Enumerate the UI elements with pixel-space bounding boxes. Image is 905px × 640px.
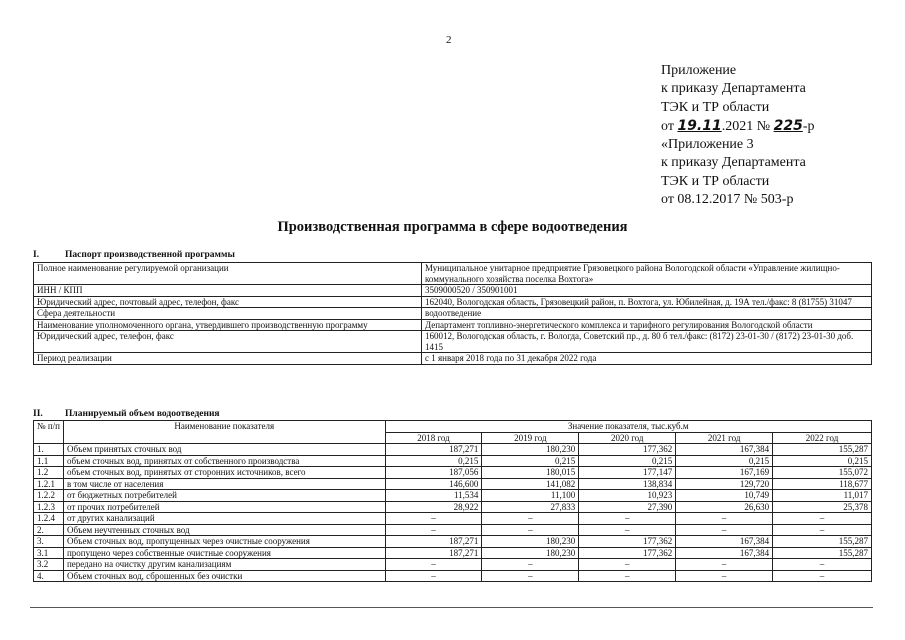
row-number: 1. — [34, 444, 64, 456]
row-value: 11,100 — [482, 490, 579, 502]
appendix-line: ТЭК и ТР области — [661, 173, 770, 189]
row-number: 1.2 — [34, 467, 64, 479]
table-row — [34, 547, 872, 559]
appendix-line: ТЭК и ТР области — [661, 99, 770, 115]
passport-row — [34, 296, 872, 308]
row-value: 129,720 — [676, 478, 773, 490]
passport-label: Полное наименование регулируемой организации — [34, 263, 422, 285]
row-value: 11,534 — [385, 490, 482, 502]
row-name: передано на очистку другим канализациям — [63, 559, 385, 571]
year-header: 2019 год — [482, 432, 579, 444]
table-row — [34, 444, 872, 456]
appendix-date-prefix: от — [661, 118, 674, 134]
table-row — [34, 455, 872, 467]
section2-heading — [33, 409, 220, 419]
row-name: пропущено через собственные очистные сооружения — [63, 547, 385, 559]
row-value: 155,287 — [773, 444, 872, 456]
row-name: в том числе от населения — [63, 478, 385, 490]
row-value: – — [676, 524, 773, 536]
row-value: 167,384 — [676, 444, 773, 456]
row-number: 1.2.4 — [34, 513, 64, 525]
column-header-name: Наименование показателя — [63, 421, 385, 444]
row-number: 4. — [34, 570, 64, 582]
row-value: 11,017 — [773, 490, 872, 502]
footer-divider — [30, 607, 873, 608]
year-header: 2021 год — [676, 432, 773, 444]
row-value: – — [482, 570, 579, 582]
section2-title: Планируемый объем водоотведения — [65, 409, 220, 419]
column-header-number: № п/п — [34, 421, 64, 444]
year-header: 2020 год — [579, 432, 676, 444]
row-value: 177,362 — [579, 547, 676, 559]
row-value: 187,056 — [385, 467, 482, 479]
row-value: 187,271 — [385, 444, 482, 456]
row-name: объем сточных вод, принятых от сторонних источников, всего — [63, 467, 385, 479]
row-value: 155,287 — [773, 536, 872, 548]
row-value: 177,147 — [579, 467, 676, 479]
passport-row — [34, 285, 872, 297]
table-row — [34, 524, 872, 536]
section2-number: II. — [33, 409, 43, 419]
passport-label: Наименование уполномоченного органа, утвердившего производственную программу — [34, 319, 422, 331]
row-value: – — [579, 524, 676, 536]
table-row — [34, 501, 872, 513]
row-value: – — [676, 559, 773, 571]
row-number: 1.1 — [34, 455, 64, 467]
section1-number: I. — [33, 250, 40, 260]
handwritten-date: 19.11 — [677, 117, 722, 134]
appendix-line: Приложение — [661, 63, 737, 78]
row-number: 3. — [34, 536, 64, 548]
passport-row — [34, 331, 872, 353]
passport-label: Сфера деятельности — [34, 308, 422, 320]
row-value: 0,215 — [482, 455, 579, 467]
row-value: – — [773, 513, 872, 525]
passport-label: Период реализации — [34, 353, 422, 365]
row-value: 25,378 — [773, 501, 872, 513]
row-value: 0,215 — [676, 455, 773, 467]
appendix-line: к приказу Департамента — [661, 81, 806, 97]
row-value: 0,215 — [579, 455, 676, 467]
row-value: 167,169 — [676, 467, 773, 479]
row-value: 0,215 — [385, 455, 482, 467]
appendix-date-suffix: -р — [802, 118, 815, 134]
row-value: 118,677 — [773, 478, 872, 490]
row-value: – — [773, 570, 872, 582]
appendix-block — [661, 62, 815, 209]
row-number: 1.2.1 — [34, 478, 64, 490]
passport-value: Департамент топливно-энергетического комплекса и тарифного регулирования Вологодской области — [422, 319, 872, 331]
volume-table — [33, 420, 872, 582]
row-number: 2. — [34, 524, 64, 536]
row-number: 1.2.3 — [34, 501, 64, 513]
row-value: – — [385, 513, 482, 525]
appendix-line: «Приложение 3 — [661, 137, 754, 153]
row-value: – — [482, 559, 579, 571]
passport-row — [34, 308, 872, 320]
passport-value: с 1 января 2018 года по 31 декабря 2022 года — [422, 353, 872, 365]
year-header: 2018 год — [385, 432, 482, 444]
section1-title: Паспорт производственной программы — [65, 250, 235, 260]
row-value: – — [579, 570, 676, 582]
row-value: 10,923 — [579, 490, 676, 502]
appendix-date-line — [661, 117, 815, 136]
passport-value: 162040, Вологодская область, Грязовецкий район, п. Вохтога, ул. Юбилейная, д. 19А тел./факс: 8 (81755) 31047 — [422, 296, 872, 308]
row-value: 180,230 — [482, 444, 579, 456]
row-value: 138,834 — [579, 478, 676, 490]
row-name: от других канализаций — [63, 513, 385, 525]
row-number: 1.2.2 — [34, 490, 64, 502]
row-value: – — [676, 570, 773, 582]
row-value: – — [773, 559, 872, 571]
row-value: – — [676, 513, 773, 525]
table-row — [34, 490, 872, 502]
row-value: 187,271 — [385, 547, 482, 559]
table-row — [34, 513, 872, 525]
passport-label: Юридический адрес, почтовый адрес, телефон, факс — [34, 296, 422, 308]
row-value: 27,833 — [482, 501, 579, 513]
row-value: 180,230 — [482, 547, 579, 559]
row-value: 0,215 — [773, 455, 872, 467]
row-value: 180,230 — [482, 536, 579, 548]
handwritten-number: 225 — [773, 117, 803, 134]
passport-value: 160012, Вологодская область, г. Вологда, Советский пр., д. 80 б тел./факс: (8172) 23-01-30 / (8172) 23-01-30 доб. 1415 — [422, 331, 872, 353]
passport-row — [34, 353, 872, 365]
row-value: – — [482, 524, 579, 536]
table-row — [34, 536, 872, 548]
passport-row — [34, 319, 872, 331]
appendix-line: от 08.12.2017 № 503-р — [661, 192, 794, 208]
row-name: Объем сточных вод, сброшенных без очистки — [63, 570, 385, 582]
table-row — [34, 478, 872, 490]
row-name: Объем сточных вод, пропущенных через очистные сооружения — [63, 536, 385, 548]
passport-value: Муниципальное унитарное предприятие Грязовецкого района Вологодской области «Управление жилищно-коммунального хозяйства поселка Вохтога» — [422, 263, 872, 285]
row-value: – — [385, 570, 482, 582]
passport-table — [33, 262, 872, 365]
row-value: 167,384 — [676, 536, 773, 548]
row-value: 10,749 — [676, 490, 773, 502]
row-value: – — [385, 524, 482, 536]
section1-heading — [33, 250, 235, 260]
header-row — [34, 421, 872, 433]
column-header-value: Значение показателя, тыс.куб.м — [385, 421, 871, 433]
row-name: объем сточных вод, принятых от собственного производства — [63, 455, 385, 467]
appendix-line: к приказу Департамента — [661, 155, 806, 171]
table-row — [34, 559, 872, 571]
row-value: 187,271 — [385, 536, 482, 548]
row-name: от прочих потребителей — [63, 501, 385, 513]
row-value: 141,082 — [482, 478, 579, 490]
row-value: 167,384 — [676, 547, 773, 559]
row-value: 155,287 — [773, 547, 872, 559]
row-name: Объем принятых сточных вод — [63, 444, 385, 456]
passport-value: водоотведение — [422, 308, 872, 320]
row-value: 180,015 — [482, 467, 579, 479]
row-value: – — [579, 559, 676, 571]
row-value: – — [579, 513, 676, 525]
row-value: 28,922 — [385, 501, 482, 513]
page-number: 2 — [446, 34, 452, 46]
row-value: – — [482, 513, 579, 525]
passport-value: 3509000520 / 350901001 — [422, 285, 872, 297]
passport-label: ИНН / КПП — [34, 285, 422, 297]
row-value: 27,390 — [579, 501, 676, 513]
row-value: – — [385, 559, 482, 571]
row-value: 177,362 — [579, 444, 676, 456]
row-name: от бюджетных потребителей — [63, 490, 385, 502]
row-name: Объем неучтенных сточных вод — [63, 524, 385, 536]
row-value: 26,630 — [676, 501, 773, 513]
row-value: 155,072 — [773, 467, 872, 479]
passport-row — [34, 263, 872, 285]
row-number: 3.2 — [34, 559, 64, 571]
passport-label: Юридический адрес, телефон, факс — [34, 331, 422, 353]
table-row — [34, 570, 872, 582]
row-value: – — [773, 524, 872, 536]
table-row — [34, 467, 872, 479]
row-value: 177,362 — [579, 536, 676, 548]
row-value: 146,600 — [385, 478, 482, 490]
row-number: 3.1 — [34, 547, 64, 559]
appendix-date-year: .2021 № — [721, 118, 771, 134]
year-header: 2022 год — [773, 432, 872, 444]
document-title: Производственная программа в сфере водоотведения — [277, 219, 628, 235]
